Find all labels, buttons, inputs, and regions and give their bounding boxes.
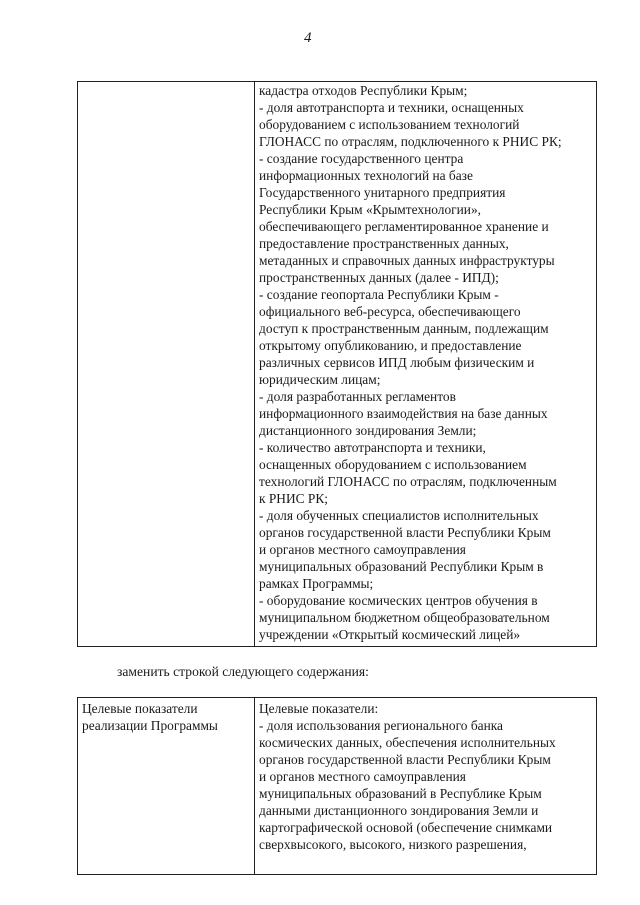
text-line: официального веб-ресурса, обеспечивающего [259, 304, 521, 319]
text-line: Государственного унитарного предприятия [259, 185, 506, 200]
top-table-left-cell [78, 82, 255, 647]
text-line: - создание государственного центра [259, 151, 464, 166]
text-line: ГЛОНАСС по отраслям, подключенного к РНИС РК; [259, 134, 562, 149]
text-line: органов государственной власти Республики Крым [259, 752, 551, 767]
text-line: Целевые показатели [82, 701, 198, 716]
text-line: Республики Крым «Крымтехнологии», [259, 202, 482, 217]
bottom-table-left-cell [78, 698, 255, 875]
text-line: органов государственной власти Республики Крым [259, 525, 551, 540]
text-line: муниципальном бюджетном общеобразовательном [259, 610, 550, 625]
text-line: - доля использования регионального банка [259, 718, 503, 733]
text-line: обеспечивающего регламентированное хранение и [259, 219, 549, 234]
text-line: - доля разработанных регламентов [259, 389, 456, 404]
text-line: и органов местного самоуправления [259, 542, 466, 557]
text-line: к РНИС РК; [259, 491, 329, 506]
page-number: 4 [304, 30, 312, 46]
text-line: оборудованием с использованием технологий [259, 117, 520, 132]
text-line: - оборудование космических центров обучения в [259, 593, 538, 608]
replace-instruction: заменить строкой следующего содержания: [117, 664, 369, 679]
text-line: Целевые показатели: [259, 701, 379, 716]
text-line: пространственных данных (далее - ИПД); [259, 270, 499, 285]
text-line: юридическим лицам; [259, 372, 381, 387]
text-line: информационных технологий на базе [259, 168, 473, 183]
bottom-table [77, 697, 597, 875]
text-line: информационного взаимодействия на базе данных [259, 406, 548, 421]
text-line: различных сервисов ИПД любым физическим и [259, 355, 535, 370]
text-line: доступ к пространственным данным, подлежащим [259, 321, 549, 336]
text-line: - доля автотранспорта и техники, оснащенных [259, 100, 524, 115]
text-line: муниципальных образований в Республике Крым [259, 786, 542, 801]
text-line: открытому опубликованию, и предоставление [259, 338, 522, 353]
text-line: муниципальных образований Республики Крым в [259, 559, 544, 574]
top-table-right-cell [255, 82, 597, 647]
text-line: космических данных, обеспечения исполнительных [259, 735, 556, 750]
text-line: - доля обученных специалистов исполнительных [259, 508, 539, 523]
text-line: дистанционного зондирования Земли; [259, 423, 477, 438]
text-line: данными дистанционного зондирования Земли и [259, 803, 539, 818]
bottom-table-right-cell [255, 698, 597, 875]
top-table [77, 81, 597, 647]
text-line: и органов местного самоуправления [259, 769, 466, 784]
text-line: оснащенных оборудованием с использованием [259, 457, 527, 472]
table-row [78, 698, 597, 875]
table-row [78, 82, 597, 647]
text-line: сверхвысокого, высокого, низкого разрешения, [259, 837, 527, 852]
text-line: учреждении «Открытый космический лицей» [259, 627, 521, 642]
text-line: картографической основой (обеспечение снимками [259, 820, 553, 835]
text-line: технологий ГЛОНАСС по отраслям, подключенным [259, 474, 557, 489]
text-line: реализации Программы [82, 718, 218, 733]
text-line: предоставление пространственных данных, [259, 236, 509, 251]
text-line: кадастра отходов Республики Крым; [259, 83, 468, 98]
text-line: - количество автотранспорта и техники, [259, 440, 486, 455]
text-line: метаданных и справочных данных инфраструктуры [259, 253, 555, 268]
text-line: рамках Программы; [259, 576, 374, 591]
text-line: - создание геопортала Республики Крым - [259, 287, 499, 302]
